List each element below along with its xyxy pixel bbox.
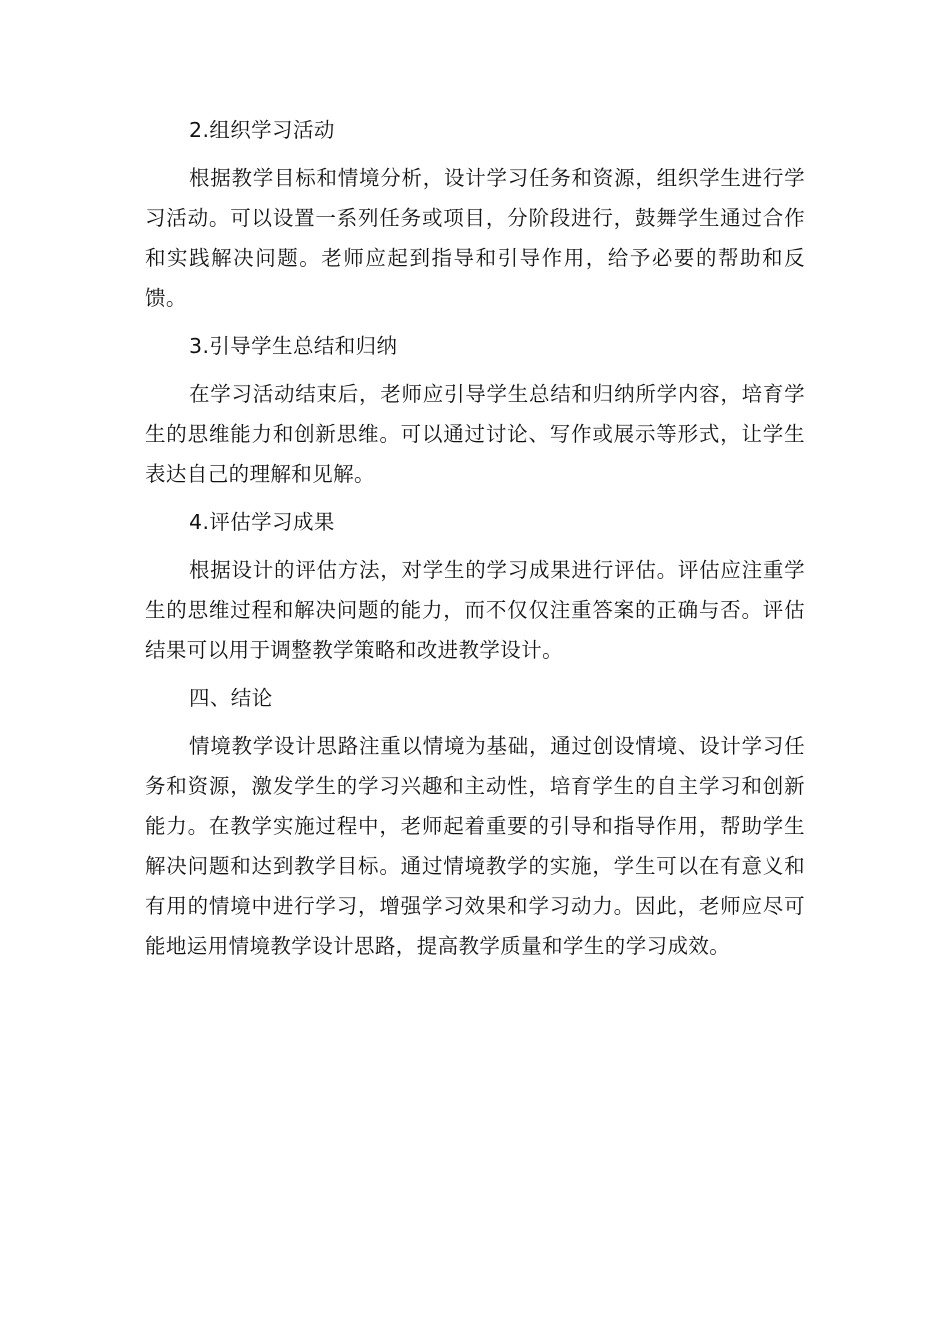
section-heading-evaluate: 4.评估学习成果 — [189, 510, 335, 534]
paragraph-summarize: 在学习活动结束后，老师应引导学生总结和归纳所学内容，培育学生的思维能力和创新思维。可以通过讨论、写作或展示等形式，让学生表达自己的理解和见解。 — [145, 382, 805, 486]
paragraph-evaluate: 根据设计的评估方法，对学生的学习成果进行评估。评估应注重学生的思维过程和解决问题的能力，而不仅仅注重答案的正确与否。评估结果可以用于调整教学策略和改进教学设计。 — [145, 558, 805, 662]
paragraph-organize-activities: 根据教学目标和情境分析，设计学习任务和资源，组织学生进行学习活动。可以设置一系列任务或项目，分阶段进行，鼓舞学生通过合作和实践解决问题。老师应起到指导和引导作用，给予必要的帮助和反馈。 — [145, 166, 805, 310]
paragraph-conclusion: 情境教学设计思路注重以情境为基础，通过创设情境、设计学习任务和资源，激发学生的学习兴趣和主动性，培育学生的自主学习和创新能力。在教学实施过程中，老师起着重要的引导和指导作用，帮助学生解决问题和达到教学目标。通过情境教学的实施，学生可以在有意义和有用的情境中进行学习，增强学习效果和学习动力。因此，老师应尽可能地运用情境教学设计思路，提高教学质量和学生的学习成效。 — [145, 734, 805, 958]
section-heading-conclusion: 四、结论 — [189, 686, 273, 710]
section-heading-summarize: 3.引导学生总结和归纳 — [189, 334, 398, 358]
section-heading-organize-activities: 2.组织学习活动 — [189, 118, 335, 142]
document-body — [145, 110, 805, 974]
